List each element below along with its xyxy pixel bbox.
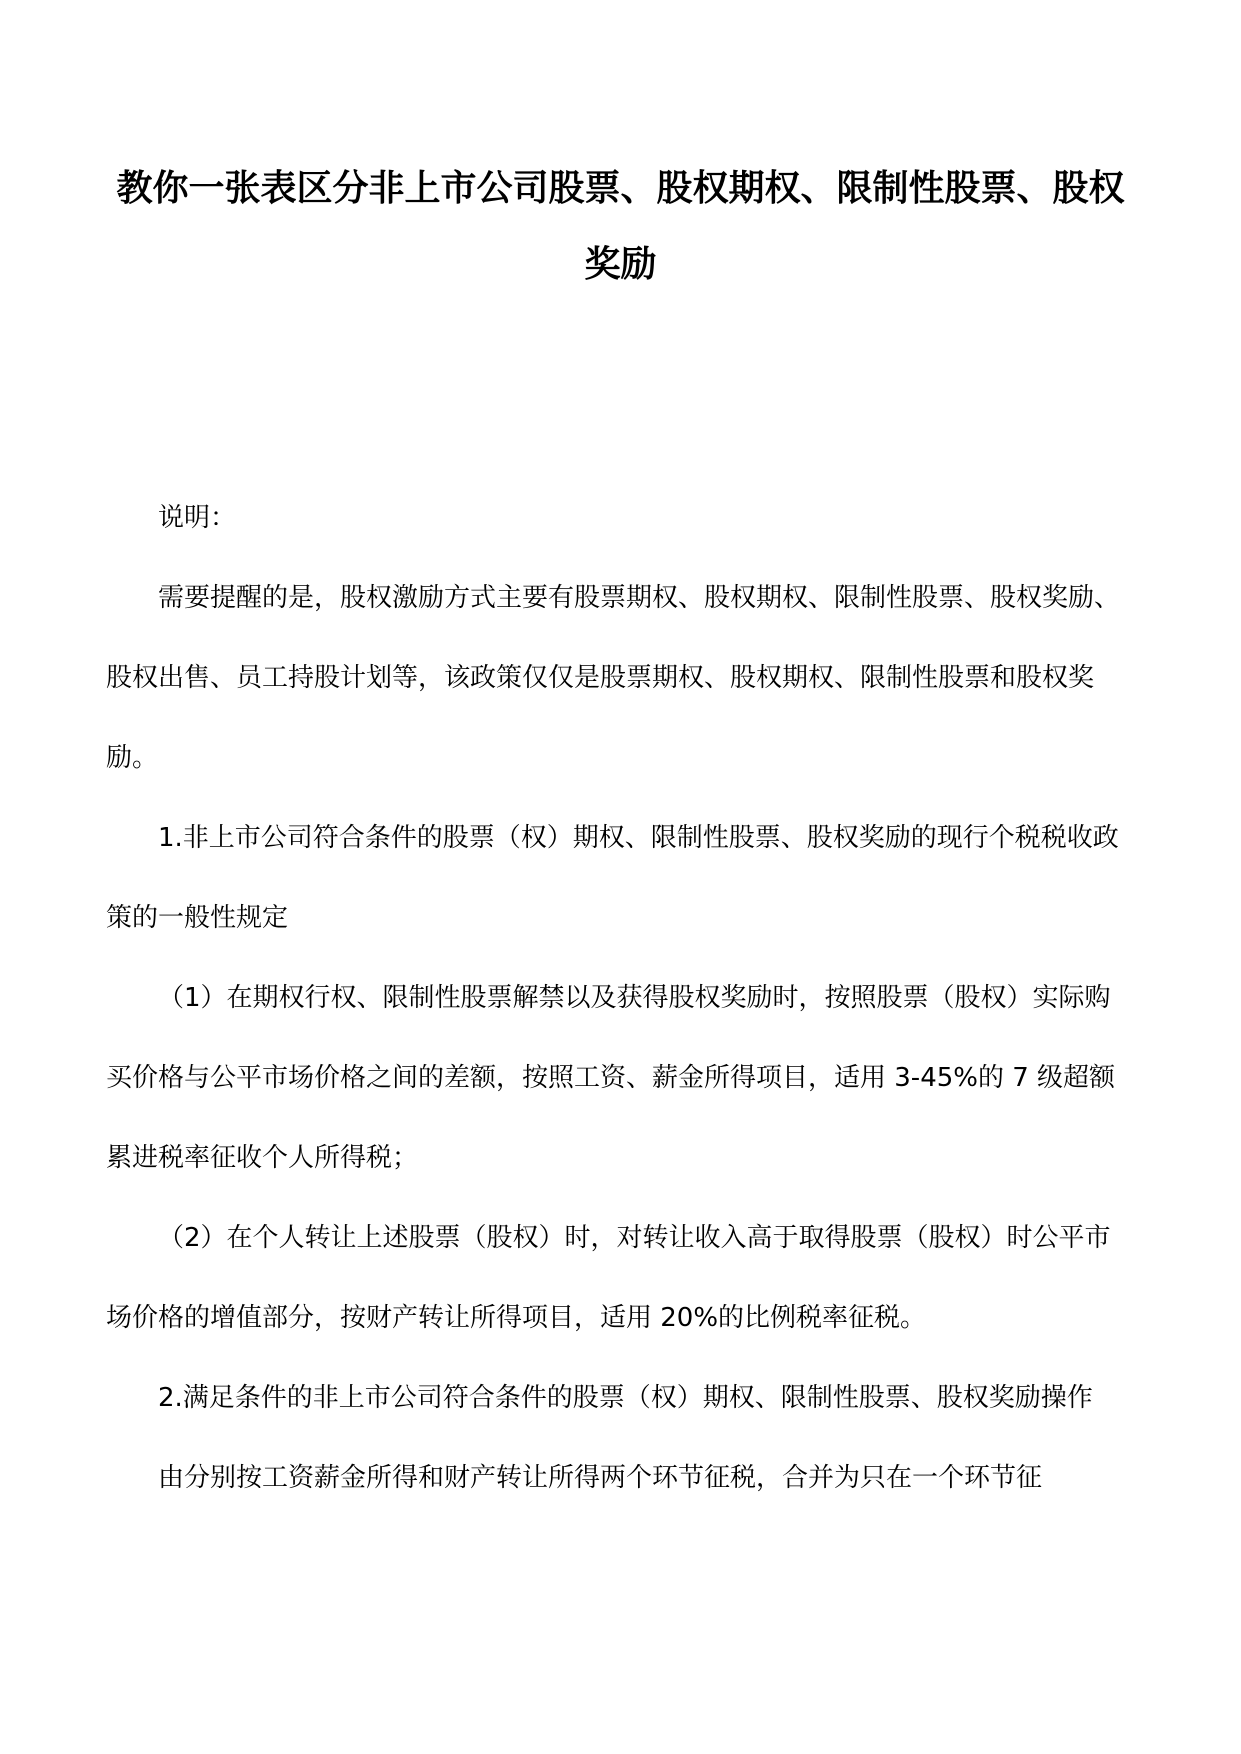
paragraph-note-label: 说明： bbox=[158, 503, 237, 533]
paragraph-item-1: （1）在期权行权、限制性股票解禁以及获得股权奖励时，按照股票（股权）实际购买价格与公平市场价格之间的差额，按照工资、薪金所得项目，适用 3-45%的 7 级超额累进税率征收个人所得税； bbox=[106, 983, 1116, 1173]
paragraph-merge-note: 由分别按工资薪金所得和财产转让所得两个环节征税，合并为只在一个环节征 bbox=[158, 1463, 1043, 1493]
paragraph-section-1-heading: 1.非上市公司符合条件的股票（权）期权、限制性股票、股权奖励的现行个税税收政策的一般性规定 bbox=[106, 823, 1119, 933]
document-title: 教你一张表区分非上市公司股票、股权期权、限制性股票、股权奖励 bbox=[116, 167, 1125, 285]
paragraph-reminder: 需要提醒的是，股权激励方式主要有股票期权、股权期权、限制性股票、股权奖励、股权出售、员工持股计划等，该政策仅仅是股票期权、股权期权、限制性股票和股权奖励。 bbox=[106, 583, 1121, 773]
paragraph-item-2: （2）在个人转让上述股票（股权）时，对转让收入高于取得股票（股权）时公平市场价格的增值部分，按财产转让所得项目，适用 20%的比例税率征税。 bbox=[106, 1223, 1111, 1333]
paragraph-section-2-heading: 2.满足条件的非上市公司符合条件的股票（权）期权、限制性股票、股权奖励操作 bbox=[158, 1383, 1093, 1413]
document-body bbox=[106, 478, 1135, 1518]
